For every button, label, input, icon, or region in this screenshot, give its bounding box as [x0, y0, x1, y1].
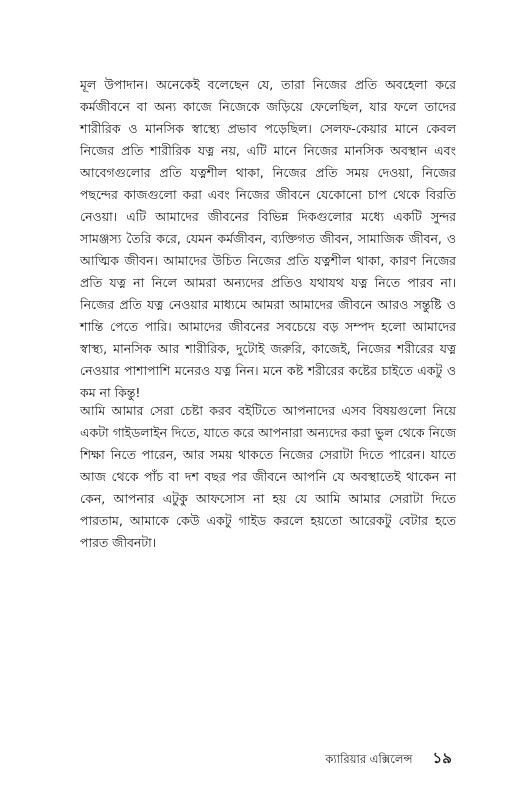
body-paragraph-1 [80, 74, 456, 404]
paragraph-text: আমি আমার সেরা চেষ্টা করব বইটিতে আপনাদের এসব বিষয়গুলো নিয়ে একটা গাইডলাইন দিতে, যাতে করে আপনারা অন্যদের করা ভুল থেকে নিজে শিক্ষা নিতে পারেন, আর সময় থাকতে নিজের সেরাটা দিতে পারেন। যাতে আজ থেকে পাঁচ বা দশ বছর পর জীবনে আপনি যে অবস্থাতেই থাকেন না কেন, আপনার এটুকু আফসোস না হয় যে আমি আমার সেরাটা দিতে পারতাম, আমাকে কেউ একটু গাইড করলে হয়তো আরেকটু বেটার হতে পারত জীবনটা। [80, 403, 456, 550]
paragraph-text: মূল উপাদান। অনেকেই বলেছেন যে, তারা নিজের প্রতি অবহেলা করে কর্মজীবনে বা অন্য কাজে নিজেকে জড়িয়ে ফেলেছিল, যার ফলে তাদের শারীরিক ও মানসিক স্বাস্থ্যে প্রভাব পড়েছিল। সেলফ-কেয়ার মানে কেবল নিজের প্রতি শারীরিক যত্ন নয়, এটি মানে নিজের মানসিক অবস্থান এবং আবেগগুলোর প্রতি যত্নশীল থাকা, নিজের প্রতি সময় দেওয়া, নিজের পছন্দের কাজগুলো করা এবং নিজের জীবনে যেকোনো চাপ থেকে বিরতি নেওয়া। এটি আমাদের জীবনের বিভিন্ন দিকগুলোর মধ্যে একটি সুন্দর সামঞ্জস্য তৈরি করে, যেমন কর্মজীবন, ব্যক্তিগত জীবন, সামাজিক জীবন, ও আত্মিক জীবন। আমাদের উচিত নিজের প্রতি যত্নশীল থাকা, কারণ নিজের প্রতি যত্ন না নিলে আমরা অন্যদের প্রতিও যথাযথ যত্ন নিতে পারব না। নিজের প্রতি যত্ন নেওয়ার মাধ্যমে আমরা আমাদের জীবনে আরও সন্তুষ্টি ও শান্তি পেতে পারি। আমাদের জীবনের সবচেয়ে বড় সম্পদ হলো আমাদের স্বাস্থ্য, মানসিক আর শারীরিক, দুটোই জরুরি, কাজেই, নিজের শরীরের যত্ন নেওয়ার পাশাপাশি মনেরও যত্ন নিন। মনে কষ্ট শরীরের কষ্টের চাইতে একটু ও কম না কিন্তু! [80, 77, 456, 400]
body-paragraph-2 [80, 400, 456, 554]
page-number: ১৯ [432, 749, 452, 767]
running-title: ক্যারিয়ার এক্সিলেন্স [325, 752, 413, 766]
page-footer [325, 747, 452, 772]
